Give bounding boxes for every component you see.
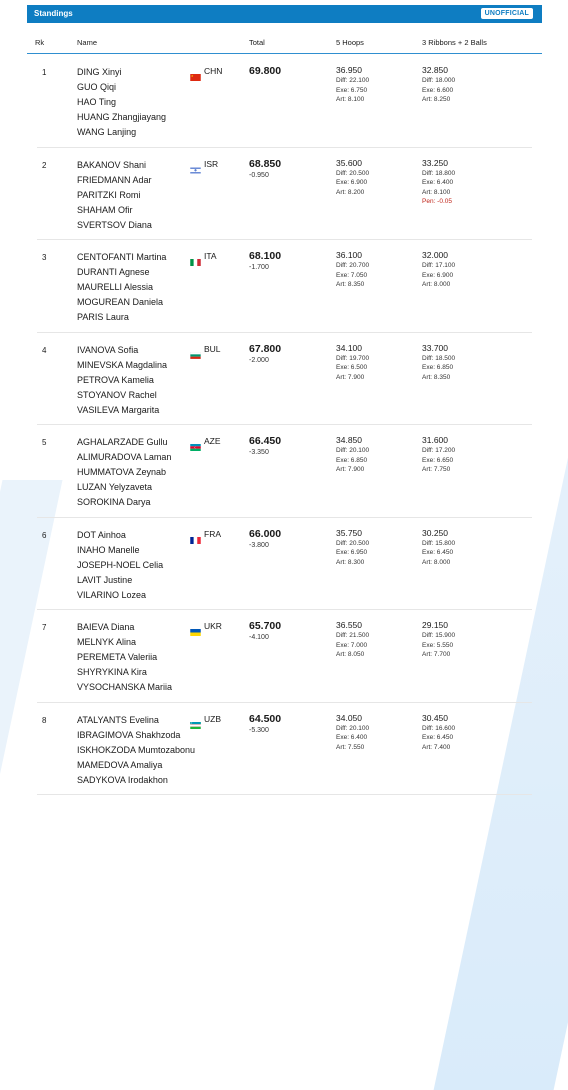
ribbons-score-cell [422, 713, 455, 753]
table-row[interactable] [27, 55, 542, 148]
hoops-score-cell [336, 65, 369, 105]
athlete-names [77, 65, 166, 140]
artistry-score: Art: 8.000 [422, 558, 455, 568]
artistry-score: Art: 7.750 [422, 465, 455, 475]
total-score: 68.850 [249, 158, 281, 170]
athlete-name-link[interactable]: DOT Ainhoa [77, 528, 163, 543]
rank-cell: 2 [42, 161, 46, 170]
athlete-name-link[interactable]: BAIEVA Diana [77, 620, 172, 635]
total-score: 66.000 [249, 528, 281, 540]
unofficial-badge: UNOFFICIAL [481, 8, 533, 19]
ribbons-score: 32.000 [422, 250, 455, 261]
france-flag-icon [190, 531, 201, 538]
execution-score: Exe: 6.400 [422, 178, 455, 188]
artistry-score: Art: 8.300 [336, 558, 369, 568]
athlete-names [77, 158, 152, 233]
athlete-names [77, 620, 172, 695]
artistry-score: Art: 7.550 [336, 743, 369, 753]
total-score: 67.800 [249, 343, 281, 355]
israel-flag-icon [190, 161, 201, 168]
athlete-name-link[interactable]: PARITZKI Romi [77, 188, 152, 203]
country-code: ISR [204, 159, 218, 169]
hoops-score-cell [336, 528, 369, 568]
difficulty-score: Diff: 18.500 [422, 354, 455, 364]
execution-score: Exe: 6.400 [336, 733, 369, 743]
athlete-name-link[interactable]: HAO Ting [77, 95, 166, 110]
difficulty-score: Diff: 20.500 [336, 169, 369, 179]
athlete-name-link[interactable]: DING Xinyi [77, 65, 166, 80]
athlete-name-link[interactable]: BAKANOV Shani [77, 158, 152, 173]
uzbekistan-flag-icon [190, 716, 201, 723]
artistry-score: Art: 8.100 [336, 95, 369, 105]
athlete-name-link[interactable]: CENTOFANTI Martina [77, 250, 166, 265]
artistry-score: Art: 8.350 [336, 280, 369, 290]
hoops-score: 36.550 [336, 620, 369, 631]
total-score: 66.450 [249, 435, 281, 447]
difficulty-score: Diff: 15.900 [422, 631, 455, 641]
execution-score: Exe: 7.000 [336, 641, 369, 651]
athlete-name-link[interactable]: PARIS Laura [77, 310, 166, 325]
athlete-name-link[interactable]: IBRAGIMOVA Shakhzoda [77, 728, 195, 743]
ribbons-score-cell [422, 343, 455, 383]
rank-cell: 5 [42, 438, 46, 447]
ribbons-score: 30.450 [422, 713, 455, 724]
athlete-name-link[interactable]: VASILEVA Margarita [77, 403, 167, 418]
athlete-name-link[interactable]: MELNYK Alina [77, 635, 172, 650]
difficulty-score: Diff: 18.000 [422, 76, 455, 86]
athlete-name-link[interactable]: MAURELLI Alessia [77, 280, 166, 295]
gap-to-leader: -3.800 [249, 542, 269, 549]
athlete-name-link[interactable]: PEREMETA Valeriia [77, 650, 172, 665]
difficulty-score: Diff: 20.700 [336, 261, 369, 271]
country-code: CHN [204, 66, 222, 76]
athlete-name-link[interactable]: LUZAN Yelyzaveta [77, 480, 171, 495]
ribbons-score-cell [422, 250, 455, 290]
athlete-name-link[interactable]: SVERTSOV Diana [77, 218, 152, 233]
execution-score: Exe: 6.650 [422, 456, 455, 466]
country-code: ITA [204, 251, 217, 261]
athlete-name-link[interactable]: MINEVSKA Magdalina [77, 358, 167, 373]
athlete-name-link[interactable]: SHAHAM Ofir [77, 203, 152, 218]
standings-header-bar [27, 5, 542, 23]
country-code: UKR [204, 621, 222, 631]
gap-to-leader: -3.350 [249, 449, 269, 456]
table-row[interactable] [27, 333, 542, 426]
execution-score: Exe: 7.050 [336, 271, 369, 281]
athlete-name-link[interactable]: GUO Qiqi [77, 80, 166, 95]
row-divider [37, 794, 532, 795]
country-code: BUL [204, 344, 221, 354]
athlete-name-link[interactable]: LAVIT Justine [77, 573, 163, 588]
page-title: Standings [34, 9, 73, 18]
hoops-score-cell [336, 435, 369, 475]
italy-flag-icon [190, 253, 201, 260]
athlete-name-link[interactable]: SOROKINA Darya [77, 495, 171, 510]
hoops-score: 35.750 [336, 528, 369, 539]
athlete-name-link[interactable]: VYSOCHANSKA Mariia [77, 680, 172, 695]
total-column-header: Total [249, 38, 265, 47]
penalty-score: Pen: -0.05 [422, 197, 455, 207]
athlete-name-link[interactable]: AGHALARZADE Gullu [77, 435, 171, 450]
total-score: 64.500 [249, 713, 281, 725]
hoops-score-cell [336, 250, 369, 290]
artistry-score: Art: 8.000 [422, 280, 455, 290]
athlete-name-link[interactable]: FRIEDMANN Adar [77, 173, 152, 188]
athlete-name-link[interactable]: SHYRYKINA Kira [77, 665, 172, 680]
athlete-name-link[interactable]: STOYANOV Rachel [77, 388, 167, 403]
ribbons-score: 30.250 [422, 528, 455, 539]
artistry-score: Art: 8.050 [336, 650, 369, 660]
execution-score: Exe: 5.550 [422, 641, 455, 651]
athlete-name-link[interactable]: PETROVA Kamelia [77, 373, 167, 388]
artistry-score: Art: 7.700 [422, 650, 455, 660]
athlete-names [77, 250, 166, 325]
ribbons-score: 32.850 [422, 65, 455, 76]
athlete-name-link[interactable]: SADYKOVA Irodakhon [77, 773, 195, 788]
execution-score: Exe: 6.450 [422, 548, 455, 558]
bulgaria-flag-icon [190, 346, 201, 353]
rank-cell: 3 [42, 253, 46, 262]
ribbons-score-cell [422, 65, 455, 105]
hoops-score: 36.100 [336, 250, 369, 261]
hoops-score: 34.050 [336, 713, 369, 724]
rank-cell: 7 [42, 623, 46, 632]
athlete-name-link[interactable]: MAMEDOVA Amaliya [77, 758, 195, 773]
difficulty-score: Diff: 15.800 [422, 539, 455, 549]
hoops-score: 36.950 [336, 65, 369, 76]
ukraine-flag-icon [190, 623, 201, 630]
athlete-name-link[interactable]: HUMMATOVA Zeynab [77, 465, 171, 480]
hoops-score: 34.850 [336, 435, 369, 446]
country-code: UZB [204, 714, 221, 724]
hoops-score: 35.600 [336, 158, 369, 169]
difficulty-score: Diff: 19.700 [336, 354, 369, 364]
hoops-column-header: 5 Hoops [336, 38, 364, 47]
ribbons-score: 31.600 [422, 435, 455, 446]
athlete-name-link[interactable]: HUANG Zhangjiayang [77, 110, 166, 125]
athlete-name-link[interactable]: WANG Lanjing [77, 125, 166, 140]
difficulty-score: Diff: 17.200 [422, 446, 455, 456]
total-score: 69.800 [249, 65, 281, 77]
azerbaijan-flag-icon [190, 438, 201, 445]
artistry-score: Art: 8.100 [422, 188, 455, 198]
artistry-score: Art: 8.350 [422, 373, 455, 383]
difficulty-score: Diff: 20.100 [336, 446, 369, 456]
athlete-name-link[interactable]: INAHO Manelle [77, 543, 163, 558]
difficulty-score: Diff: 22.100 [336, 76, 369, 86]
ribbons-column-header: 3 Ribbons + 2 Balls [422, 38, 487, 47]
difficulty-score: Diff: 18.800 [422, 169, 455, 179]
hoops-score-cell [336, 158, 369, 198]
athlete-name-link[interactable]: IVANOVA Sofia [77, 343, 167, 358]
country-code: AZE [204, 436, 221, 446]
athlete-names [77, 713, 195, 788]
gap-to-leader: -1.700 [249, 264, 269, 271]
table-header [27, 33, 542, 54]
difficulty-score: Diff: 16.600 [422, 724, 455, 734]
artistry-score: Art: 8.200 [336, 188, 369, 198]
table-row[interactable] [27, 518, 542, 611]
artistry-score: Art: 8.250 [422, 95, 455, 105]
ribbons-score-cell [422, 620, 455, 660]
country-code: FRA [204, 529, 221, 539]
athlete-name-link[interactable]: MOGUREAN Daniela [77, 295, 166, 310]
table-row[interactable] [27, 703, 542, 796]
difficulty-score: Diff: 20.500 [336, 539, 369, 549]
name-column-header: Name [77, 38, 97, 47]
execution-score: Exe: 6.450 [422, 733, 455, 743]
artistry-score: Art: 7.400 [422, 743, 455, 753]
athlete-name-link[interactable]: ALIMURADOVA Laman [77, 450, 171, 465]
athlete-name-link[interactable]: VILARINO Lozea [77, 588, 163, 603]
difficulty-score: Diff: 21.500 [336, 631, 369, 641]
rank-cell: 4 [42, 346, 46, 355]
ribbons-score: 29.150 [422, 620, 455, 631]
athlete-name-link[interactable]: JOSEPH-NOEL Celia [77, 558, 163, 573]
rank-column-header: Rk [35, 38, 44, 47]
total-score: 68.100 [249, 250, 281, 262]
rank-cell: 6 [42, 531, 46, 540]
execution-score: Exe: 6.600 [422, 86, 455, 96]
total-score: 65.700 [249, 620, 281, 632]
difficulty-score: Diff: 17.100 [422, 261, 455, 271]
hoops-score-cell [336, 343, 369, 383]
artistry-score: Art: 7.900 [336, 373, 369, 383]
gap-to-leader: -2.000 [249, 357, 269, 364]
gap-to-leader: -4.100 [249, 634, 269, 641]
ribbons-score-cell [422, 435, 455, 475]
gap-to-leader: -5.300 [249, 727, 269, 734]
table-row[interactable] [27, 425, 542, 518]
execution-score: Exe: 6.500 [336, 363, 369, 373]
ribbons-score: 33.700 [422, 343, 455, 354]
execution-score: Exe: 6.750 [336, 86, 369, 96]
ribbons-score: 33.250 [422, 158, 455, 169]
ribbons-score-cell [422, 158, 455, 207]
china-flag-icon [190, 68, 201, 75]
rank-cell: 8 [42, 716, 46, 725]
athlete-name-link[interactable]: ATALYANTS Evelina [77, 713, 195, 728]
athlete-name-link[interactable]: ISKHOKZODA Mumtozabonu [77, 743, 195, 758]
gap-to-leader: -0.950 [249, 172, 269, 179]
hoops-score: 34.100 [336, 343, 369, 354]
ribbons-score-cell [422, 528, 455, 568]
artistry-score: Art: 7.900 [336, 465, 369, 475]
table-row[interactable] [27, 610, 542, 703]
execution-score: Exe: 6.950 [336, 548, 369, 558]
execution-score: Exe: 6.900 [336, 178, 369, 188]
table-row[interactable] [27, 240, 542, 333]
hoops-score-cell [336, 713, 369, 753]
execution-score: Exe: 6.850 [422, 363, 455, 373]
standings-table [27, 55, 542, 795]
hoops-score-cell [336, 620, 369, 660]
athlete-names [77, 343, 167, 418]
athlete-names [77, 435, 171, 510]
execution-score: Exe: 6.900 [422, 271, 455, 281]
athlete-name-link[interactable]: DURANTI Agnese [77, 265, 166, 280]
athlete-names [77, 528, 163, 603]
rank-cell: 1 [42, 68, 46, 77]
difficulty-score: Diff: 20.100 [336, 724, 369, 734]
execution-score: Exe: 6.850 [336, 456, 369, 466]
table-row[interactable] [27, 148, 542, 241]
